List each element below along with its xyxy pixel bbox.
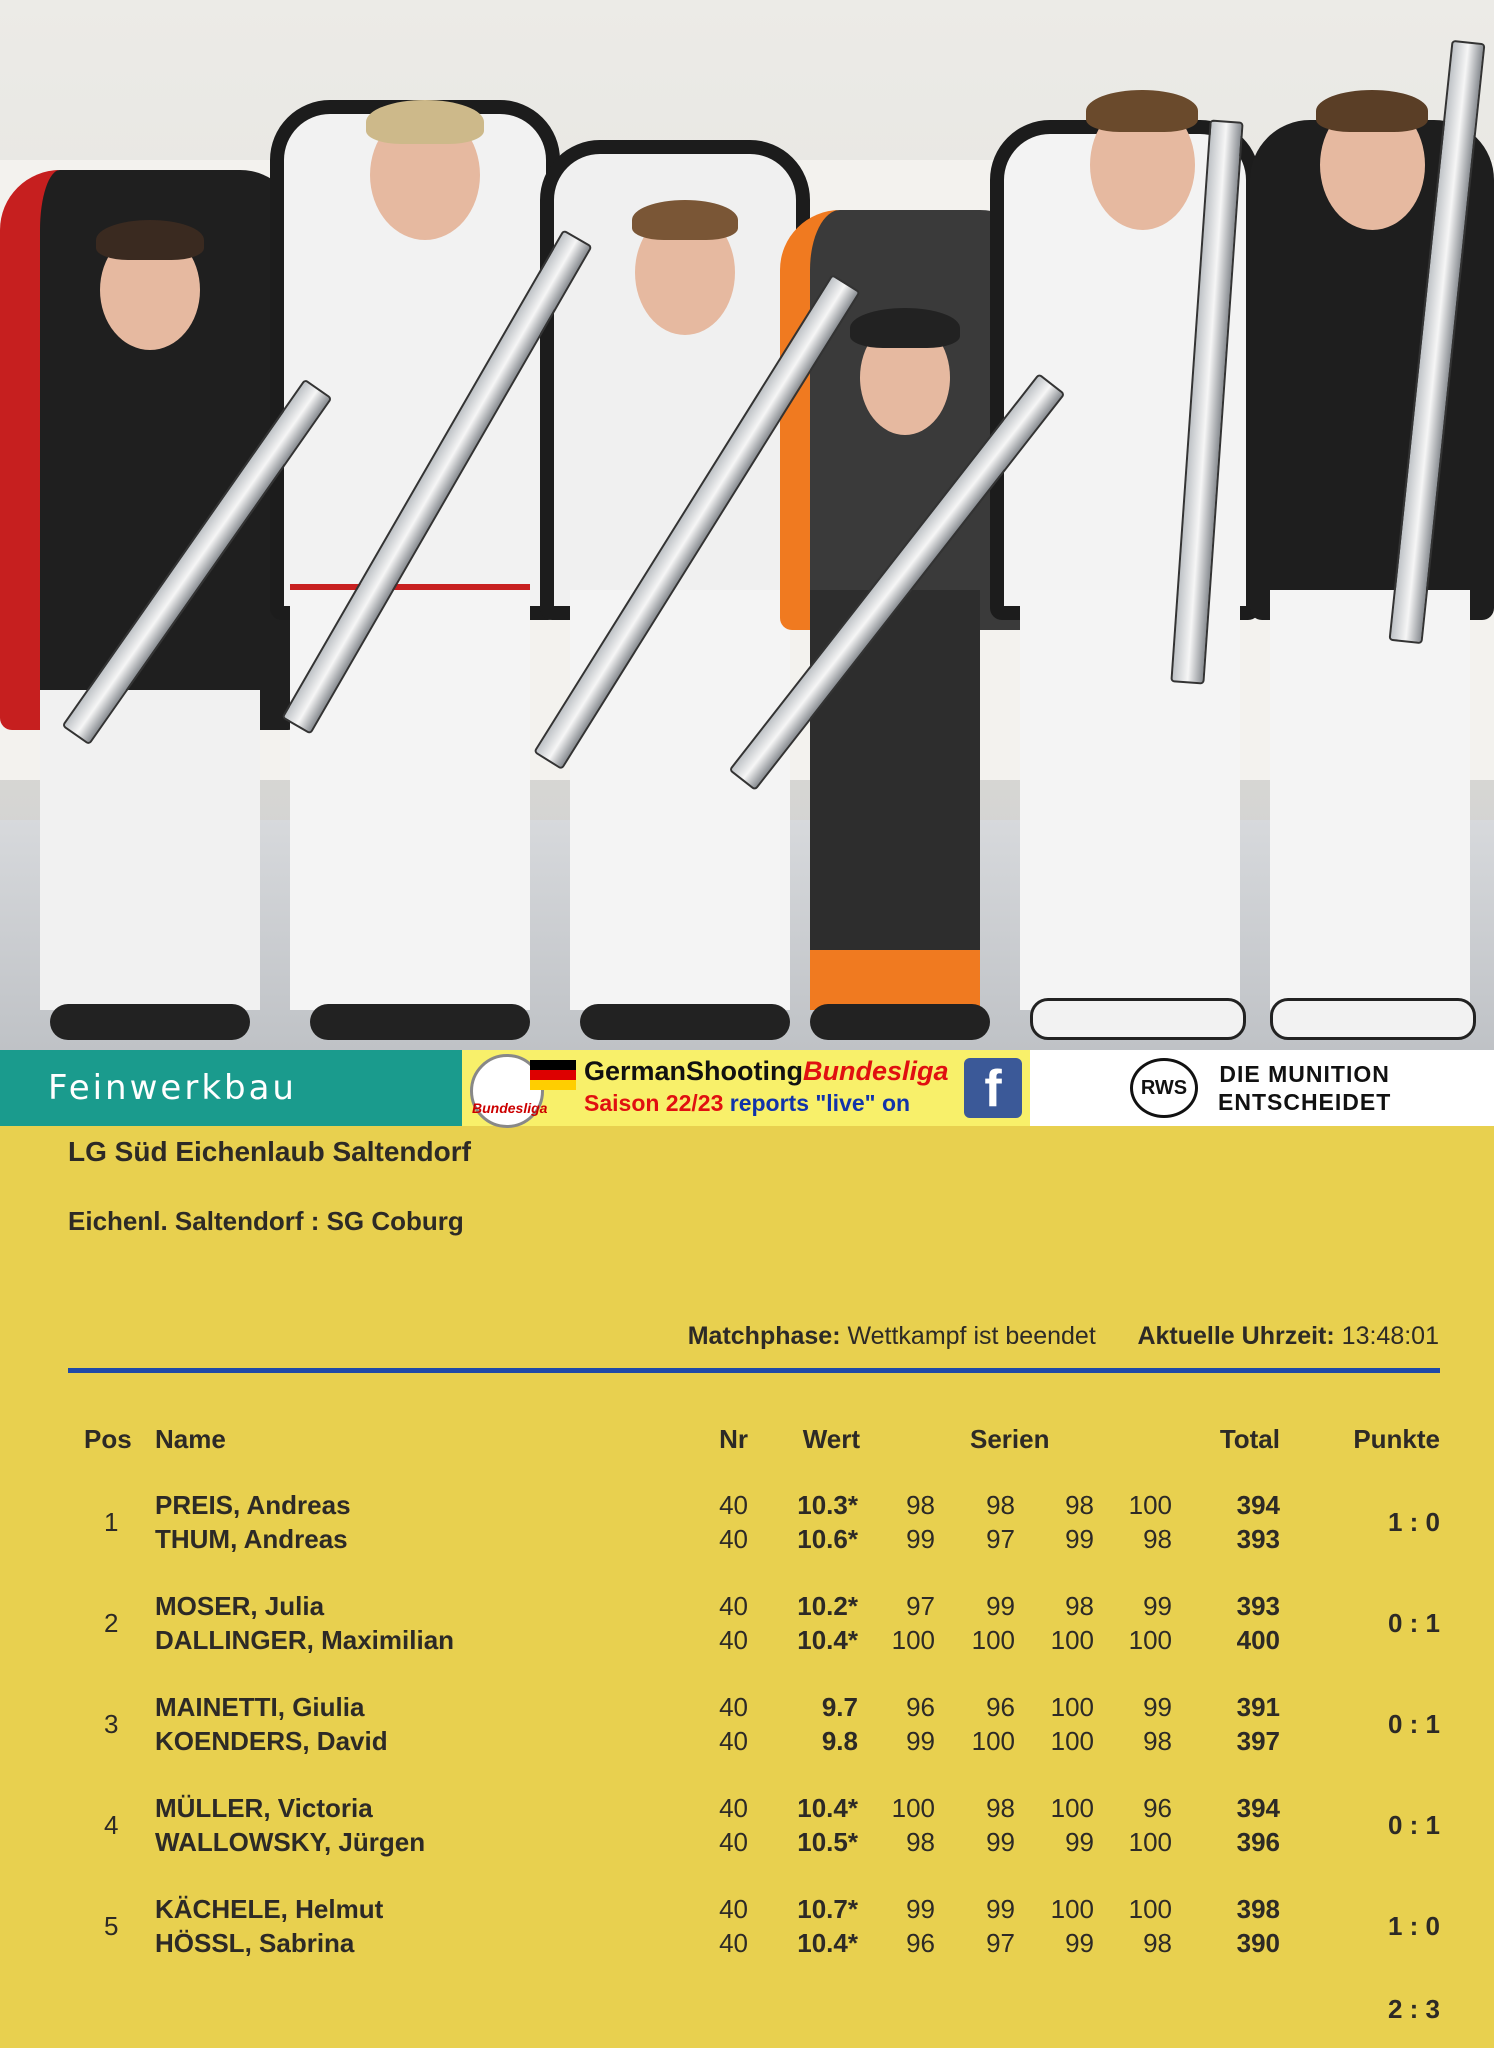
series-score: 98 bbox=[1143, 1524, 1172, 1554]
shooter-total: 393 bbox=[1236, 1524, 1280, 1554]
phase-value: Wettkampf ist beendet bbox=[847, 1322, 1096, 1350]
shooter-total: 400 bbox=[1236, 1625, 1280, 1655]
series-score: 100 bbox=[1128, 1827, 1172, 1857]
shooter-nr: 40 bbox=[719, 1591, 748, 1621]
series-score: 100 bbox=[1050, 1692, 1094, 1722]
bundesliga-title: GermanShootingBundesliga bbox=[584, 1056, 949, 1086]
series-score: 98 bbox=[1065, 1490, 1094, 1520]
shooter-name: PREIS, Andreas bbox=[155, 1490, 351, 1520]
series-score: 98 bbox=[906, 1827, 935, 1857]
bundesliga-banner[interactable] bbox=[462, 1050, 1030, 1126]
header-serien: Serien bbox=[970, 1424, 1050, 1454]
series-score: 96 bbox=[906, 1928, 935, 1958]
series-score: 97 bbox=[906, 1591, 935, 1621]
shooter-total: 398 bbox=[1236, 1894, 1280, 1924]
shooter-nr: 40 bbox=[719, 1928, 748, 1958]
series-score: 100 bbox=[1050, 1894, 1094, 1924]
rws-slogan: DIE MUNITION ENTSCHEIDET bbox=[1218, 1061, 1392, 1115]
series-score: 100 bbox=[971, 1625, 1015, 1655]
series-score: 100 bbox=[891, 1625, 935, 1655]
series-score: 99 bbox=[986, 1827, 1015, 1857]
shooter-wert: 10.2* bbox=[797, 1591, 858, 1621]
series-score: 99 bbox=[1065, 1928, 1094, 1958]
points-cell: 0 : 1 bbox=[1387, 1608, 1440, 1638]
series-score: 100 bbox=[1050, 1793, 1094, 1823]
shooter-wert: 9.8 bbox=[821, 1726, 858, 1756]
shooter-nr: 40 bbox=[719, 1827, 748, 1857]
series-score: 98 bbox=[1143, 1928, 1172, 1958]
header-total: Total bbox=[1219, 1424, 1280, 1454]
series-score: 99 bbox=[906, 1726, 935, 1756]
shooter-figure bbox=[0, 120, 290, 1050]
series-score: 98 bbox=[906, 1490, 935, 1520]
final-score: 2 : 3 bbox=[1387, 1994, 1440, 2024]
points-cell: 0 : 1 bbox=[1387, 1810, 1440, 1840]
shooter-total: 393 bbox=[1236, 1591, 1280, 1621]
shooter-wert: 10.7* bbox=[797, 1894, 858, 1924]
shooter-wert: 10.6* bbox=[797, 1524, 858, 1554]
series-score: 98 bbox=[986, 1793, 1015, 1823]
series-score: 96 bbox=[1143, 1793, 1172, 1823]
shooter-name: KÄCHELE, Helmut bbox=[155, 1894, 384, 1924]
position-cell: 2 bbox=[104, 1608, 119, 1638]
shooter-nr: 40 bbox=[719, 1524, 748, 1554]
series-score: 100 bbox=[1128, 1894, 1172, 1924]
series-score: 100 bbox=[891, 1793, 935, 1823]
series-score: 100 bbox=[971, 1726, 1015, 1756]
shooter-wert: 9.7 bbox=[821, 1692, 858, 1722]
shooter-total: 397 bbox=[1236, 1726, 1280, 1756]
match-title: Eichenl. Saltendorf : SG Coburg bbox=[68, 1206, 464, 1236]
series-score: 100 bbox=[1128, 1490, 1172, 1520]
shooter-wert: 10.4* bbox=[797, 1793, 858, 1823]
feinwerkbau-text: Feinwerkbau bbox=[48, 1068, 297, 1108]
shooter-wert: 10.5* bbox=[797, 1827, 858, 1857]
shooter-name: MÜLLER, Victoria bbox=[155, 1793, 373, 1823]
shooter-nr: 40 bbox=[719, 1625, 748, 1655]
german-flag-icon bbox=[530, 1060, 576, 1090]
bundesliga-badge-text: Bundesliga bbox=[472, 1100, 548, 1116]
feinwerkbau-logo[interactable] bbox=[0, 1050, 462, 1126]
shooter-nr: 40 bbox=[719, 1894, 748, 1924]
rws-emblem: RWS bbox=[1130, 1058, 1198, 1118]
header-wert: Wert bbox=[802, 1424, 860, 1454]
series-score: 97 bbox=[986, 1524, 1015, 1554]
shooter-name: THUM, Andreas bbox=[155, 1524, 348, 1554]
series-score: 100 bbox=[1128, 1625, 1172, 1655]
series-score: 99 bbox=[986, 1591, 1015, 1621]
header-pos: Pos bbox=[84, 1424, 132, 1454]
series-score: 99 bbox=[906, 1524, 935, 1554]
time-label: Aktuelle Uhrzeit: bbox=[1137, 1322, 1335, 1350]
series-score: 100 bbox=[1050, 1726, 1094, 1756]
header-name: Name bbox=[155, 1424, 226, 1454]
phase-label: Matchphase: bbox=[687, 1322, 841, 1350]
shooter-wert: 10.4* bbox=[797, 1928, 858, 1958]
shooter-total: 394 bbox=[1236, 1490, 1280, 1520]
page-title: LG Süd Eichenlaub Saltendorf bbox=[68, 1136, 471, 1167]
facebook-icon[interactable]: f bbox=[964, 1058, 1022, 1118]
header-nr: Nr bbox=[719, 1424, 748, 1454]
shooter-nr: 40 bbox=[719, 1490, 748, 1520]
position-cell: 4 bbox=[104, 1810, 119, 1840]
rws-logo[interactable] bbox=[1030, 1050, 1494, 1126]
shooter-nr: 40 bbox=[719, 1726, 748, 1756]
shooter-total: 391 bbox=[1236, 1692, 1280, 1722]
series-score: 99 bbox=[1143, 1591, 1172, 1621]
sponsor-banner bbox=[0, 1050, 1494, 1126]
series-score: 99 bbox=[1065, 1524, 1094, 1554]
points-cell: 0 : 1 bbox=[1387, 1709, 1440, 1739]
status-line bbox=[688, 1322, 1439, 1351]
shooter-total: 390 bbox=[1236, 1928, 1280, 1958]
shooter-name: DALLINGER, Maximilian bbox=[155, 1625, 455, 1655]
series-score: 97 bbox=[986, 1928, 1015, 1958]
bundesliga-subtitle: Saison 22/23 reports "live" on bbox=[584, 1090, 911, 1116]
points-cell: 1 : 0 bbox=[1387, 1911, 1440, 1941]
shooter-total: 396 bbox=[1236, 1827, 1280, 1857]
divider bbox=[68, 1368, 1440, 1373]
position-cell: 5 bbox=[104, 1911, 119, 1941]
shooter-name: MAINETTI, Giulia bbox=[155, 1692, 365, 1722]
shooter-nr: 40 bbox=[719, 1692, 748, 1722]
shooter-name: WALLOWSKY, Jürgen bbox=[155, 1827, 426, 1857]
series-score: 100 bbox=[1050, 1625, 1094, 1655]
series-score: 96 bbox=[986, 1692, 1015, 1722]
series-score: 98 bbox=[1065, 1591, 1094, 1621]
series-score: 99 bbox=[906, 1894, 935, 1924]
shooter-name: MOSER, Julia bbox=[155, 1591, 325, 1621]
points-cell: 1 : 0 bbox=[1387, 1507, 1440, 1537]
shooter-name: HÖSSL, Sabrina bbox=[155, 1928, 355, 1958]
series-score: 96 bbox=[906, 1692, 935, 1722]
shooter-wert: 10.4* bbox=[797, 1625, 858, 1655]
header-punkte: Punkte bbox=[1353, 1424, 1440, 1454]
series-score: 98 bbox=[1143, 1726, 1172, 1756]
shooter-total: 394 bbox=[1236, 1793, 1280, 1823]
series-score: 99 bbox=[1143, 1692, 1172, 1722]
series-score: 98 bbox=[986, 1490, 1015, 1520]
shooter-name: KOENDERS, David bbox=[155, 1726, 388, 1756]
shooter-wert: 10.3* bbox=[797, 1490, 858, 1520]
position-cell: 1 bbox=[104, 1507, 119, 1537]
series-score: 99 bbox=[1065, 1827, 1094, 1857]
series-score: 99 bbox=[986, 1894, 1015, 1924]
position-cell: 3 bbox=[104, 1709, 119, 1739]
shooter-nr: 40 bbox=[719, 1793, 748, 1823]
time-value: 13:48:01 bbox=[1341, 1322, 1439, 1350]
